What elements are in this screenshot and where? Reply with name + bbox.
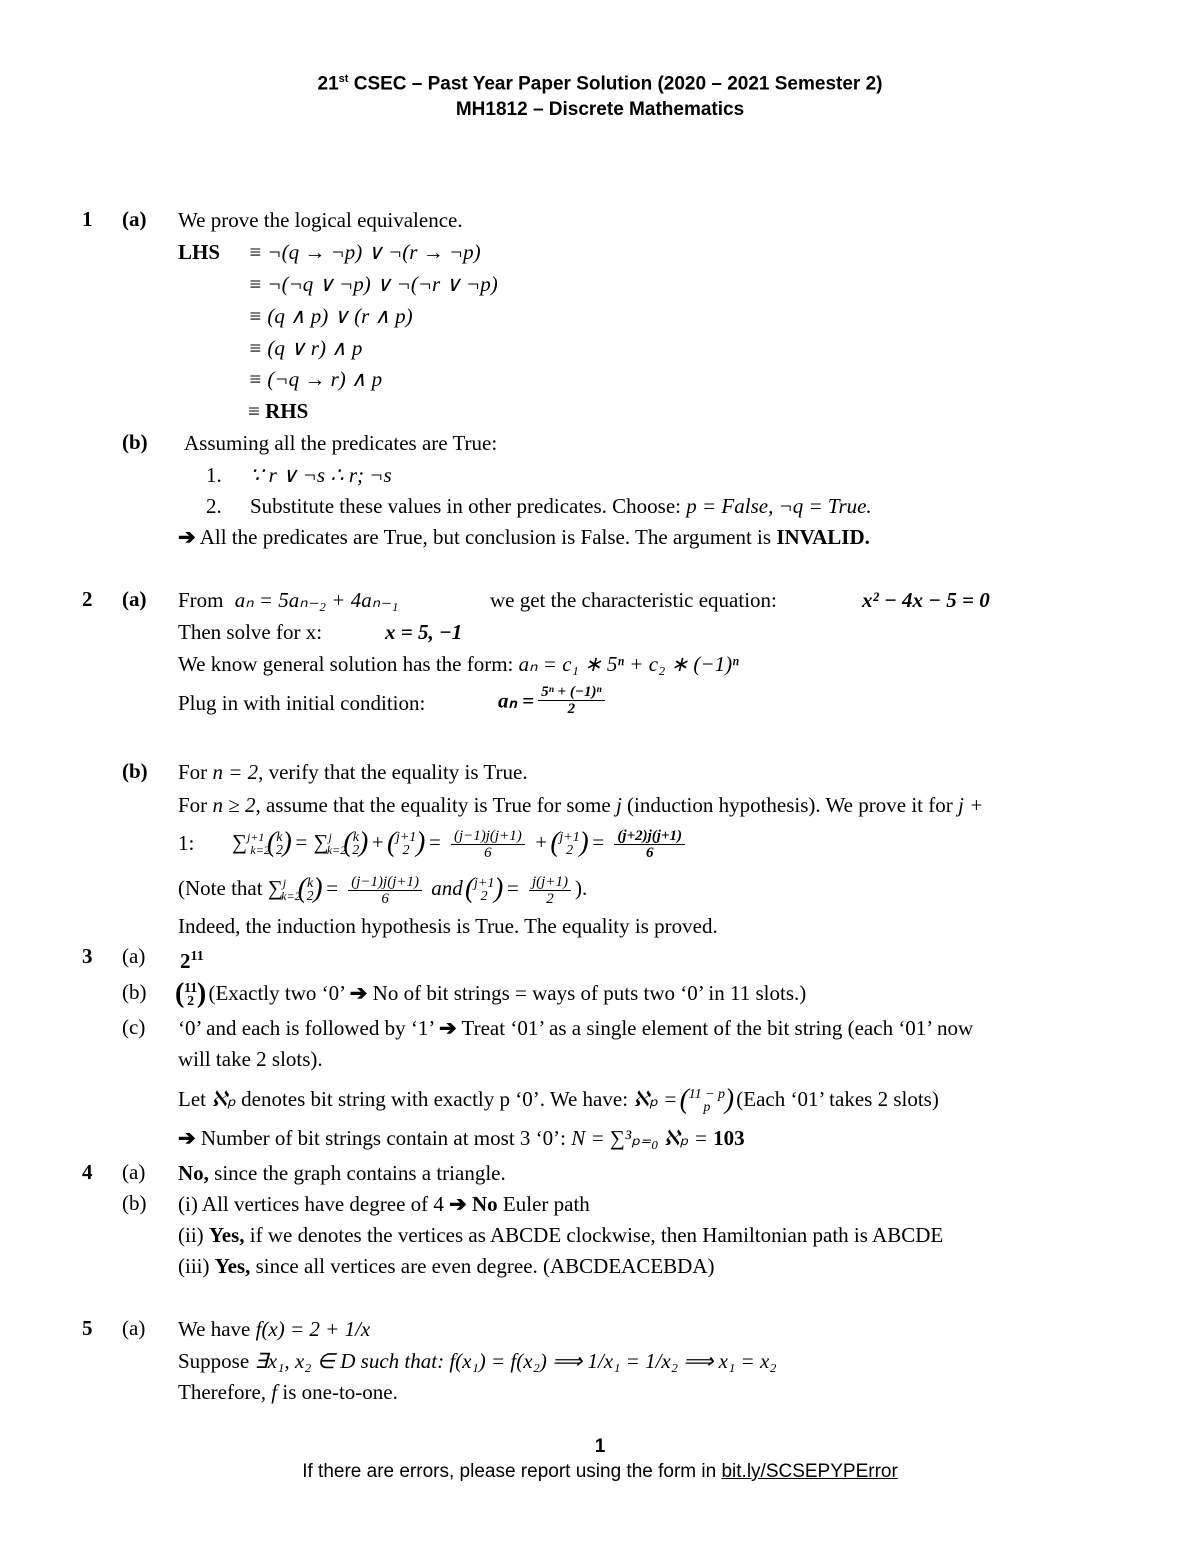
answer-4a: No, since the graph contains a triangle. <box>178 1161 506 1185</box>
recurrence-text: we get the characteristic equation: <box>490 588 777 612</box>
part-label: (a) <box>122 944 146 968</box>
q1a-intro: We prove the logical equivalence. <box>178 208 463 232</box>
induction-equation: ∑$^{j+1}_{k=2}$ ( k 2 ) = ∑$^j_{k=2}$ ( k 2 ) + ( j+1 2 ) = $\frac{(j-1)j(j+1)}{6}$ + ( j+1 2 ) = $\frac{(j+2)j(j+1)}{6}$ <box>232 822 689 865</box>
part-label: (a) <box>122 207 147 231</box>
part-label: (b) <box>122 1191 147 1215</box>
question-number: 4 <box>82 1160 93 1184</box>
list-number: 2. <box>206 494 222 518</box>
part-label: (c) <box>122 1015 146 1039</box>
step-label: 1: <box>178 831 195 855</box>
question-number: 1 <box>82 207 93 231</box>
question-number: 5 <box>82 1316 93 1340</box>
answer-5a-line: Suppose ∃x₁, x₂ ∈ D such that: f(x₁) = f(x₂) ⟹ 1/x₁ = 1/x₂ ⟹ x₁ = x₂ <box>178 1349 777 1373</box>
equivalence-step: ≡ (¬q → r) ∧ p <box>248 367 383 391</box>
conclusion: Indeed, the induction hypothesis is True. The equality is proved. <box>178 914 718 938</box>
characteristic-equation: x² − 4x − 5 = 0 <box>862 588 990 612</box>
roots: x = 5, −1 <box>385 620 463 644</box>
part-label: (b) <box>122 759 148 783</box>
arrow-icon: ➔ <box>439 1016 457 1040</box>
list-number: 1. <box>206 463 222 487</box>
doc-title: 21st CSEC – Past Year Paper Solution (2020 – 2021 Semester 2) <box>317 73 883 95</box>
q1b-step: Substitute these values in other predicates. Choose: p = False, ¬q = True. <box>250 494 872 518</box>
initial-condition-text: Plug in with initial condition: <box>178 691 426 715</box>
part-label: (a) <box>122 1316 146 1340</box>
equivalence-step: ≡ RHS <box>248 399 309 423</box>
answer-3c-line: Let ℵₚ denotes bit string with exactly p ‘0’. We have: ℵₚ = ( 11 − p p ) (Each ‘01’ takes 2 slots) <box>178 1084 939 1114</box>
q1b-intro: Assuming all the predicates are True: <box>184 431 498 455</box>
answer-4b-line: (ii) Yes, if we denotes the vertices as ABCDE clockwise, then Hamiltonian path is ABCDE <box>178 1223 944 1247</box>
q1b-conclusion: ➔ All the predicates are True, but conclusion is False. The argument is INVALID. <box>178 525 870 549</box>
answer-3b: ( 11 2 ) (Exactly two ‘0’ ➔ No of bit strings = ways of puts two ‘0’ in 11 slots.) <box>178 980 806 1008</box>
recurrence-line: From aₙ = 5aₙ₋₂ + 4aₙ₋₁ <box>178 588 399 612</box>
solve-text: Then solve for x: <box>178 620 323 644</box>
general-solution: We know general solution has the form: aₙ = c₁ ∗ 5ⁿ + c₂ ∗ (−1)ⁿ <box>178 652 739 676</box>
arrow-icon: ➔ <box>178 525 196 549</box>
equivalence-step: ≡ (q ∧ p) ∨ (r ∧ p) <box>248 304 413 328</box>
arrow-icon: ➔ <box>449 1192 467 1216</box>
part-label: (b) <box>122 980 147 1004</box>
answer-5a-line: We have f(x) = 2 + 1/x <box>178 1317 371 1341</box>
base-case: For n = 2, verify that the equality is True. <box>178 760 528 784</box>
part-label: (a) <box>122 1160 146 1184</box>
closed-form: aₙ = $\frac{\text{5ⁿ + (−1)ⁿ}}{2}$ <box>498 684 609 717</box>
lhs-label: LHS <box>178 240 221 264</box>
answer-4b-line: (i) All vertices have degree of 4 ➔ No Euler path <box>178 1192 590 1216</box>
error-report-link[interactable]: bit.ly/SCSEPYPError <box>721 1461 898 1482</box>
equivalence-step: ≡ ¬(q → ¬p) ∨ ¬(r → ¬p) <box>248 240 481 264</box>
equivalence-step: ≡ ¬(¬q ∨ ¬p) ∨ ¬(¬r ∨ ¬p) <box>248 272 498 296</box>
answer-3c-line: will take 2 slots). <box>178 1047 323 1071</box>
footer-note: If there are errors, please report using the form in bit.ly/SCSEPYPError <box>302 1461 898 1482</box>
question-number: 3 <box>82 944 93 968</box>
answer-3a: $2^{11}$ <box>180 949 204 973</box>
arrow-icon: ➔ <box>178 1126 196 1150</box>
answer-3c-line: ➔ Number of bit strings contain at most 3 ‘0’: N = ∑³ₚ₌₀ ℵₚ = 103 <box>178 1126 745 1150</box>
question-number: 2 <box>82 587 93 611</box>
part-label: (b) <box>122 430 148 454</box>
answer-5a-line: Therefore, f is one-to-one. <box>178 1380 398 1404</box>
induction-step: For n ≥ 2, assume that the equality is True for some j (induction hypothesis). We prove it for j + <box>178 793 984 817</box>
page-number: 1 <box>594 1436 606 1457</box>
q1b-step: ∵ r ∨ ¬s ∴ r; ¬s <box>250 463 392 487</box>
equivalence-step: ≡ (q ∨ r) ∧ p <box>248 336 363 360</box>
course-title: MH1812 – Discrete Mathematics <box>455 99 745 120</box>
answer-4b-line: (iii) Yes, since all vertices are even degree. (ABCDEACEBDA) <box>178 1254 715 1278</box>
answer-3c-line: ‘0’ and each is followed by ‘1’ ➔ Treat ‘01’ as a single element of the bit string (each ‘01’ now <box>178 1016 974 1040</box>
part-label: (a) <box>122 587 147 611</box>
arrow-icon: ➔ <box>349 981 368 1005</box>
note-line: (Note that ∑$^j_{k=2}$ ( k 2 ) = $\frac{(j-1)j(j+1)}{6}$ and ( j+1 2 ) = $\frac{j(j+1)}{2}$ ). <box>178 868 587 911</box>
